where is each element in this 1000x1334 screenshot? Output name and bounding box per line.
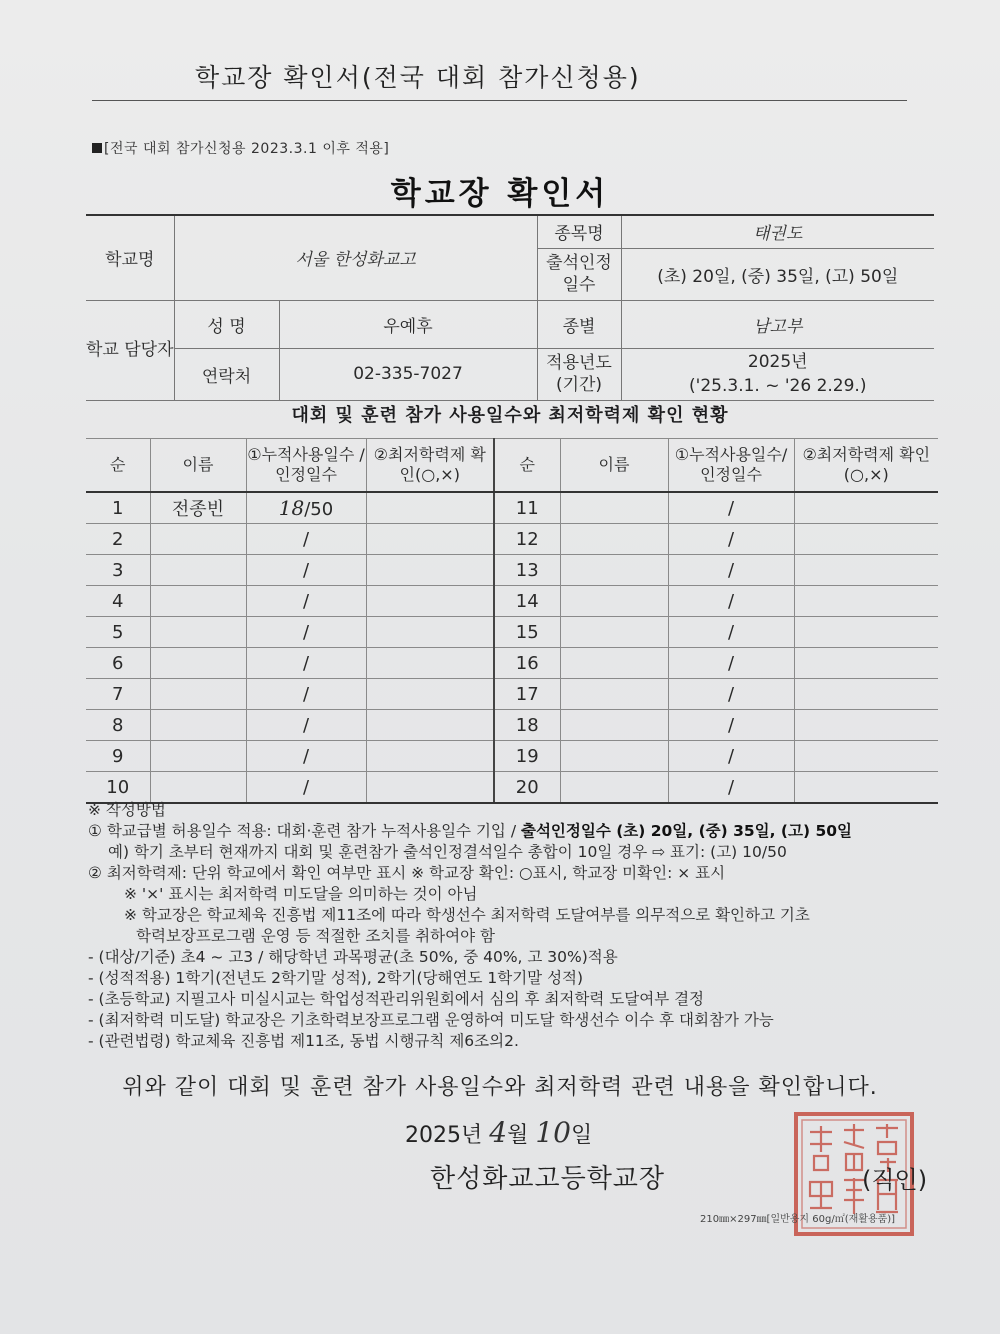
date-day-unit: 일 [570,1123,593,1148]
table-row [86,679,938,710]
note-1-example: 예) 학기 초부터 현재까지 대회 및 훈련참가 출석인정결석일수 총합이 10일 경우 ⇨ 표기: (고) 10/50 [108,843,787,861]
detail-5: - (관련법령) 학교체육 진흥법 제11조, 동법 시행규칙 제6조의2. [88,1032,519,1050]
row-name [150,555,246,586]
row-days-2: / [668,710,794,741]
header-no: 순 [86,439,150,493]
row-name-2 [560,679,668,710]
row-check [366,586,494,617]
row-no: 1 [86,492,150,524]
school-info-table [86,214,934,401]
table-row [86,648,938,679]
instructions [88,800,948,1052]
row-no-2: 18 [494,710,560,741]
date-month-unit: 월 [507,1123,529,1148]
row-no-2: 14 [494,586,560,617]
row-days-2: / [668,772,794,804]
row-check [366,555,494,586]
table-row [86,555,938,586]
school-principal: 한성화교고등학교장 [430,1164,666,1194]
row-check-2 [794,741,938,772]
section-title: 대회 및 훈련 참가 사용일수와 최저학력제 확인 현황 [291,405,729,426]
name-label: 성 명 [174,300,279,348]
period-value: ('25.3.1. ~ '26 2.29.) [689,376,867,396]
row-name [150,648,246,679]
date-year: 2025년 [405,1123,483,1148]
attendance-label: 출석인정 일수 [537,248,621,300]
row-name [150,772,246,804]
row-check-2 [794,586,938,617]
row-days: / [246,741,366,772]
header-check-2: ②최저학력제 확인(○,×) [794,439,938,493]
row-name-2 [560,492,668,524]
note-1-text: ① 학교급별 허용일수 적용: 대회·훈련 참가 누적사용일수 기입 / [88,822,521,840]
row-check-2 [794,679,938,710]
category-label: 종별 [537,300,621,348]
instructions-heading: ※ 작성방법 [88,801,166,819]
confirmation-statement: 위와 같이 대회 및 훈련 참가 사용일수와 최저학력 관련 내용을 확인합니다. [122,1075,878,1100]
row-days: / [246,679,366,710]
row-check [366,648,494,679]
contact-person-label: 학교 담당자 [86,300,174,400]
row-days-2: / [668,617,794,648]
note-1 [88,821,948,842]
note-2c: 학력보장프로그램 운영 등 적절한 조치를 취하여야 함 [136,927,495,945]
row-days-2: / [668,492,794,524]
roster-body [86,492,938,803]
row-check-2 [794,524,938,555]
row-check [366,617,494,648]
category-value: 남고부 [621,300,934,348]
year-cell [621,348,934,400]
phone-label: 연락처 [174,348,279,400]
row-days: / [246,710,366,741]
header-days: ①누적사용일수 /인정일수 [246,439,366,493]
note-2: ② 최저학력제: 단위 학교에서 확인 여부만 표시 ※ 학교장 확인: ○표시, 학교장 미확인: × 표시 [88,864,726,882]
row-name [150,586,246,617]
table-row [86,772,938,804]
note-2a: ※ '×' 표시는 최저학력 미도달을 의미하는 것이 아님 [124,885,478,903]
roster-table [86,438,938,804]
header-name: 이름 [150,439,246,493]
detail-2: - (성적적용) 1학기(전년도 2학기말 성적), 2학기(당해연도 1학기말 성적) [88,969,584,987]
page-title: 학교장 확인서(전국 대회 참가신청용) [195,63,641,92]
row-check-2 [794,648,938,679]
header-no-2: 순 [494,439,560,493]
sport-label: 종목명 [537,215,621,248]
seal-label: (직인) [862,1166,928,1194]
row-check [366,710,494,741]
row-check [366,679,494,710]
row-days-2: / [668,555,794,586]
table-row [86,741,938,772]
header-check: ②최저학력제 확인(○,×) [366,439,494,493]
row-used: 18 [278,496,305,520]
row-name-2 [560,586,668,617]
title-divider [92,100,907,101]
document-title: 학교장 확인서 [390,176,610,212]
note-1-emphasis: 출석인정일수 (초) 20일, (중) 35일, (고) 50일 [520,822,853,840]
row-no-2: 17 [494,679,560,710]
row-check [366,741,494,772]
school-value: 서울 한성화교고 [174,215,537,300]
row-days [246,492,366,524]
row-no: 7 [86,679,150,710]
sport-value: 태권도 [621,215,934,248]
header-name-2: 이름 [560,439,668,493]
row-no-2: 20 [494,772,560,804]
row-days: / [246,617,366,648]
row-no-2: 12 [494,524,560,555]
date-month: 4 [489,1116,508,1149]
row-check [366,524,494,555]
row-days-2: / [668,524,794,555]
row-name-2 [560,772,668,804]
paper-spec: 210㎜×297㎜[일반용지 60g/㎡(재활용품)] [700,1214,896,1225]
row-days: / [246,555,366,586]
row-no: 4 [86,586,150,617]
row-name [150,617,246,648]
row-check-2 [794,492,938,524]
row-days: / [246,648,366,679]
row-name [150,741,246,772]
row-no: 3 [86,555,150,586]
roster-header-row [86,439,938,493]
row-no-2: 11 [494,492,560,524]
form-note-text: [전국 대회 참가신청용 2023.3.1 이후 적용] [104,141,390,157]
table-row [86,617,938,648]
row-days: / [246,524,366,555]
issue-date [405,1116,592,1149]
row-no: 10 [86,772,150,804]
row-days: / [246,586,366,617]
row-name [150,524,246,555]
phone-value: 02-335-7027 [279,348,537,400]
row-name-2 [560,524,668,555]
row-name-2 [560,617,668,648]
row-check-2 [794,772,938,804]
row-check-2 [794,710,938,741]
row-name: 전종빈 [150,492,246,524]
row-no-2: 19 [494,741,560,772]
row-no-2: 16 [494,648,560,679]
detail-1: - (대상/기준) 초4 ~ 고3 / 해당학년 과목평균(초 50%, 중 40%, 고 30%)적용 [88,948,618,966]
note-2b: ※ 학교장은 학교체육 진흥법 제11조에 따라 학생선수 최저학력 도달여부를 의무적으로 확인하고 기초 [124,906,810,924]
attendance-value: (초) 20일, (중) 35일, (고) 50일 [621,248,934,300]
year-value: 2025년 [747,352,808,372]
table-row [86,492,938,524]
row-name [150,679,246,710]
row-no-2: 15 [494,617,560,648]
row-check [366,492,494,524]
square-bullet-icon [92,143,102,153]
table-row [86,524,938,555]
row-days-2: / [668,741,794,772]
row-days: / [246,772,366,804]
row-name-2 [560,648,668,679]
row-name-2 [560,555,668,586]
table-row [86,586,938,617]
row-name [150,710,246,741]
row-name-2 [560,741,668,772]
table-row [86,710,938,741]
row-no-2: 13 [494,555,560,586]
name-value: 우예후 [279,300,537,348]
row-days-2: / [668,586,794,617]
row-no: 6 [86,648,150,679]
row-check-2 [794,555,938,586]
row-name-2 [560,710,668,741]
row-days-2: / [668,648,794,679]
row-check [366,772,494,804]
row-days-2: / [668,679,794,710]
row-days-total: /50 [304,499,334,520]
detail-4: - (최저학력 미도달) 학교장은 기초학력보장프로그램 운영하여 미도달 학생선수 이수 후 대회참가 가능 [88,1011,774,1029]
detail-3: - (초등학교) 지필고사 미실시교는 학업성적관리위원회에서 심의 후 최저학력 도달여부 결정 [88,990,705,1008]
row-no: 8 [86,710,150,741]
header-days-2: ①누적사용일수/ 인정일수 [668,439,794,493]
row-check-2 [794,617,938,648]
row-no: 2 [86,524,150,555]
form-note [92,138,389,158]
year-label: 적용년도 (기간) [537,348,621,400]
row-no: 5 [86,617,150,648]
date-day: 10 [535,1116,571,1149]
row-no: 9 [86,741,150,772]
school-label: 학교명 [86,215,174,300]
